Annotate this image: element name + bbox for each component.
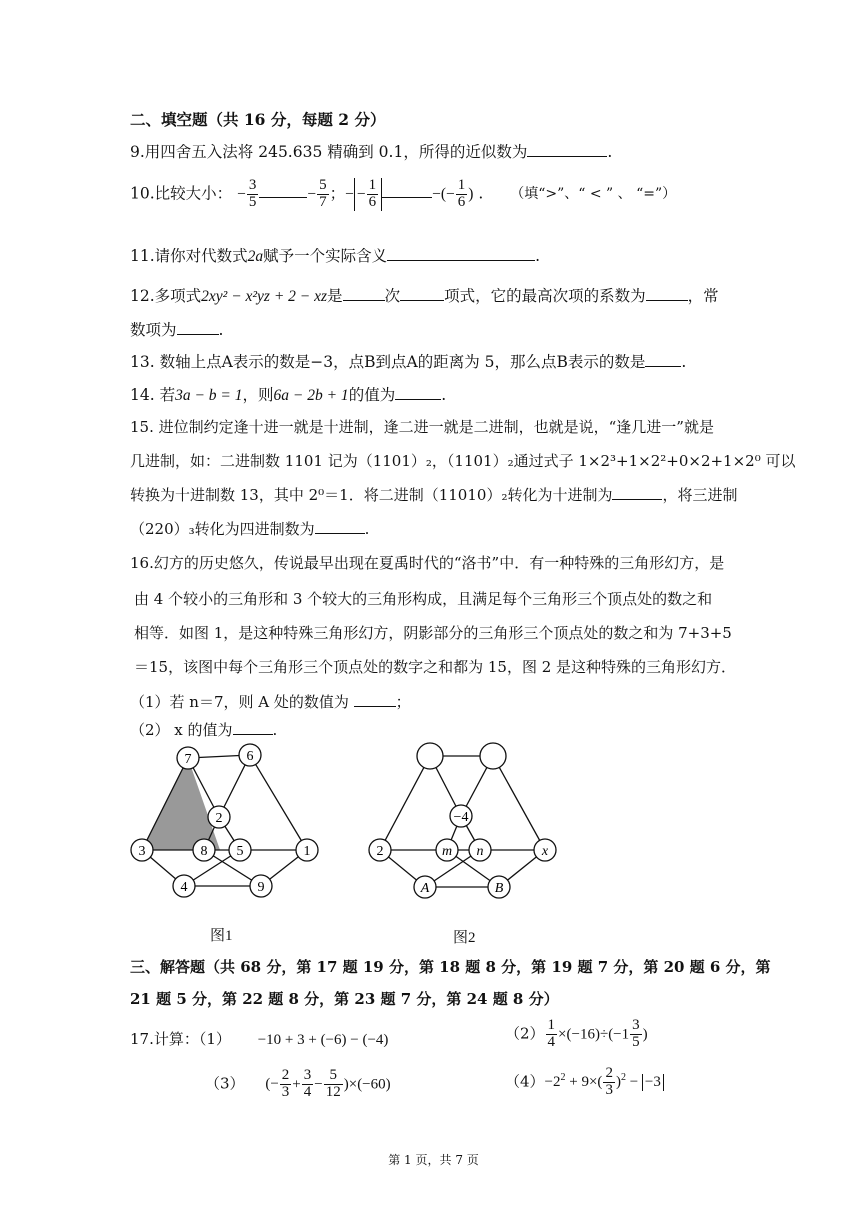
q16-line1: 16.幻方的历史悠久，传说最早出现在夏禹时代的“洛书”中．有一种特殊的三角形幻方，是 [130,554,725,572]
q13-blank[interactable] [645,352,681,367]
q11-expr: 2a [247,248,264,265]
q17-part2: （2） $\frac{1}{4}$ ×(−16)÷(−1 $\frac{3}{5}$ ) [505,1017,648,1050]
q16-blank-1[interactable] [354,692,396,707]
q16-sub2: （2） x 的值为 . [130,721,278,739]
fig1-caption: 图1 [210,928,233,944]
section3-line1: 三、解答题（共 68 分，第 17 题 19 分，第 18 题 8 分，第 19 题 7 分，第 20 题 6 分，第 [130,958,771,976]
fig1-node-4 [193,839,215,861]
section2-title: 二、填空题（共 16 分，每题 2 分） [130,110,386,129]
q12-mid3: 项式，它的最高次项的系数为 [444,287,646,305]
q15-line3 [130,484,737,505]
section3-line2: 21 题 5 分，第 22 题 8 分，第 23 题 7 分，第 24 题 8 分） [130,990,559,1008]
q9-blank[interactable] [527,142,607,157]
fig1-node-label-2: 2 [215,811,223,826]
fig2-node-8 [488,876,510,898]
q13-text: 13. 数轴上点A表示的数是−3，点B到点A的距离为 5，那么点B表示的数是 [130,353,646,371]
q12-poly: 2xy² − x²yz + 2 − xz [201,288,328,305]
fig1-node-7 [173,875,195,897]
q13: 13. 数轴上点A表示的数是−3，点B到点A的距离为 5，那么点B表示的数是 . [130,353,687,371]
fig2-node-label-6: x [541,844,549,859]
q10-frac-d: $\frac{1}{6}$ [457,177,466,210]
fig1-node-label-0: 7 [184,752,192,767]
q14: 14. 若3a − b = 1，则6a − 2b + 1的值为 . [130,386,447,404]
q12-mid1: 是 [327,287,343,305]
q12 [130,284,719,306]
q15-line4-text: （220）₃转化为四进制数为 [130,520,315,538]
fig2-node-label-3: 2 [376,844,384,859]
q16-line4: ＝15，该图中每个三角形三个顶点处的数字之和都为 15，图 2 是这种特殊的三角形幻方． [134,658,737,676]
q11-text: 11.请你对代数式 [130,247,248,265]
q11: 11.请你对代数式2a赋予一个实际含义 . [130,247,541,265]
q15-line3a: 转换为十进制数 13，其中 2⁰＝1．将二进制（11010）₂转化为十进制为 [130,486,613,504]
q15-blank-2[interactable] [315,519,365,534]
q9-text: 9.用四舍五入法将 245.635 精确到 0.1，所得的近似数为 [130,143,528,161]
fig1-node-5 [229,839,251,861]
q12-line2-text: 数项为 [130,321,177,339]
fig1-node-1 [239,744,261,766]
fig1-node-6 [296,839,318,861]
q14-eq2: 6a − 2b + 1 [273,387,349,404]
q14-eq1: 3a − b = 1 [175,387,243,404]
fig2-node-6 [534,839,556,861]
q12-mid2: 次 [384,287,401,305]
q12-mid4: ，常 [687,287,719,305]
fig1-node-label-1: 6 [246,749,254,764]
figure-1 [120,740,330,900]
q16-blank-2[interactable] [233,720,273,735]
q10-blank-2[interactable] [382,183,432,198]
q12-blank-2[interactable] [400,286,444,301]
fig1-node-8 [250,875,272,897]
q10: 10.比较大小： − $\frac{3}{5}$ − $\frac{5}{7}$ ；− − $\frac{1}{6}$ −(− $\frac{1}{6}$ ) . （填“>”、“ < ” 、 “=”） [130,177,677,210]
q10-prefix: 10.比较大小： [130,184,233,203]
q12-line2: 数项为 . [130,321,224,339]
q14-blank[interactable] [395,385,441,400]
q14-text2: ，则 [242,386,274,404]
q16-line2: 由 4 个较小的三角形和 3 个较大的三角形构成，且满足每个三角形三个顶点处的数之和 [134,590,713,608]
fig2-node-2 [450,805,472,827]
fig2-node-label-2: −4 [453,810,469,825]
fig2-caption: 图2 [453,930,476,946]
q17-label: 17.计算：（1） [130,1030,231,1048]
q16-line3: 相等．如图 1，是这种特殊三角形幻方，阴影部分的三角形三个顶点处的数之和为 7+3+5 [134,624,732,642]
fig2-node-5 [469,839,491,861]
fig1-node-0 [177,747,199,769]
q17-p4-label: （4） [505,1072,545,1091]
fig1-node-label-3: 3 [138,844,146,859]
q12-blank-3[interactable] [646,286,688,301]
figure-2 [355,740,575,900]
q17-part1 [130,1028,388,1049]
q17-p1-expr: −10 + 3 + (−6) − (−4) [257,1032,389,1048]
fig2-node-label-4: m [441,844,453,859]
q15-line4: （220）₃转化为四进制数为 . [130,520,370,538]
q15-blank-1[interactable] [612,485,662,500]
fig1-node-label-6: 1 [303,844,311,859]
q17-p3-label: （3） [205,1074,245,1093]
fig1-node-3 [131,839,153,861]
q12-prefix: 12.多项式 [130,287,202,305]
fig2-node-label-7: A [420,881,430,896]
q9: 9.用四舍五入法将 245.635 精确到 0.1，所得的近似数为 . [130,143,613,161]
page-footer: 第 1 页，共 7 页 [388,1153,479,1167]
q17-part3: （3） (− $\frac{2}{3}$ + $\frac{3}{4}$ − $\frac{5}{12}$ )×(−60) [205,1067,391,1100]
fig2-node-7 [414,876,436,898]
q10-blank-1[interactable] [259,183,307,198]
q10-frac-a: $\frac{3}{5}$ [248,177,257,210]
fig2-node-label-5: n [476,844,484,859]
q10-abs: − $\frac{1}{6}$ [354,178,382,211]
fig2-node-label-8: B [494,881,504,896]
q17-p2-label: （2） [505,1024,545,1043]
fig1-node-label-7: 4 [180,880,188,895]
q17-part4: $(4)-2^2 + 9\times$( $\frac{2}{3}$ )$^2$ − −3 [505,1066,664,1099]
q14-text1: 14. 若 [130,386,176,404]
q12-blank-1[interactable] [343,286,385,301]
fig2-node-3 [369,839,391,861]
q12-blank-4[interactable] [177,320,219,335]
q16-sub1: （1）若 n＝7，则 A 处的数值为 ； [130,693,411,711]
q15-line2: 几进制，如：二进制数 1101 记为（1101）₂，（1101）₂通过式子 1×2³+1×2²+0×2+1×2⁰ 可以 [130,452,796,470]
q16-sub2-text: （2） x 的值为 [130,721,233,739]
q15-line1: 15. 进位制约定逢十进一就是十进制，逢二进一就是二进制，也就是说，“逢几进一”就是 [130,418,714,436]
fig1-node-2 [208,806,230,828]
q15-line3b: ，将三进制 [662,486,738,504]
q11-blank[interactable] [387,246,535,261]
fig1-node-label-5: 5 [236,844,244,859]
q11-tail: 赋予一个实际含义 [263,247,388,265]
q14-text3: 的值为 [348,386,396,404]
fig1-node-label-4: 8 [200,844,208,859]
q10-note: （填“>”、“ < ” 、 “=”） [510,186,677,203]
fig1-node-label-8: 9 [257,880,265,895]
fig2-node-1 [480,743,506,769]
q10-frac-b: $\frac{5}{7}$ [319,177,327,210]
fig2-node-0 [417,743,443,769]
fig2-node-4 [436,839,458,861]
q16-sub1-text: （1）若 n＝7，则 A 处的数值为 [130,693,349,711]
